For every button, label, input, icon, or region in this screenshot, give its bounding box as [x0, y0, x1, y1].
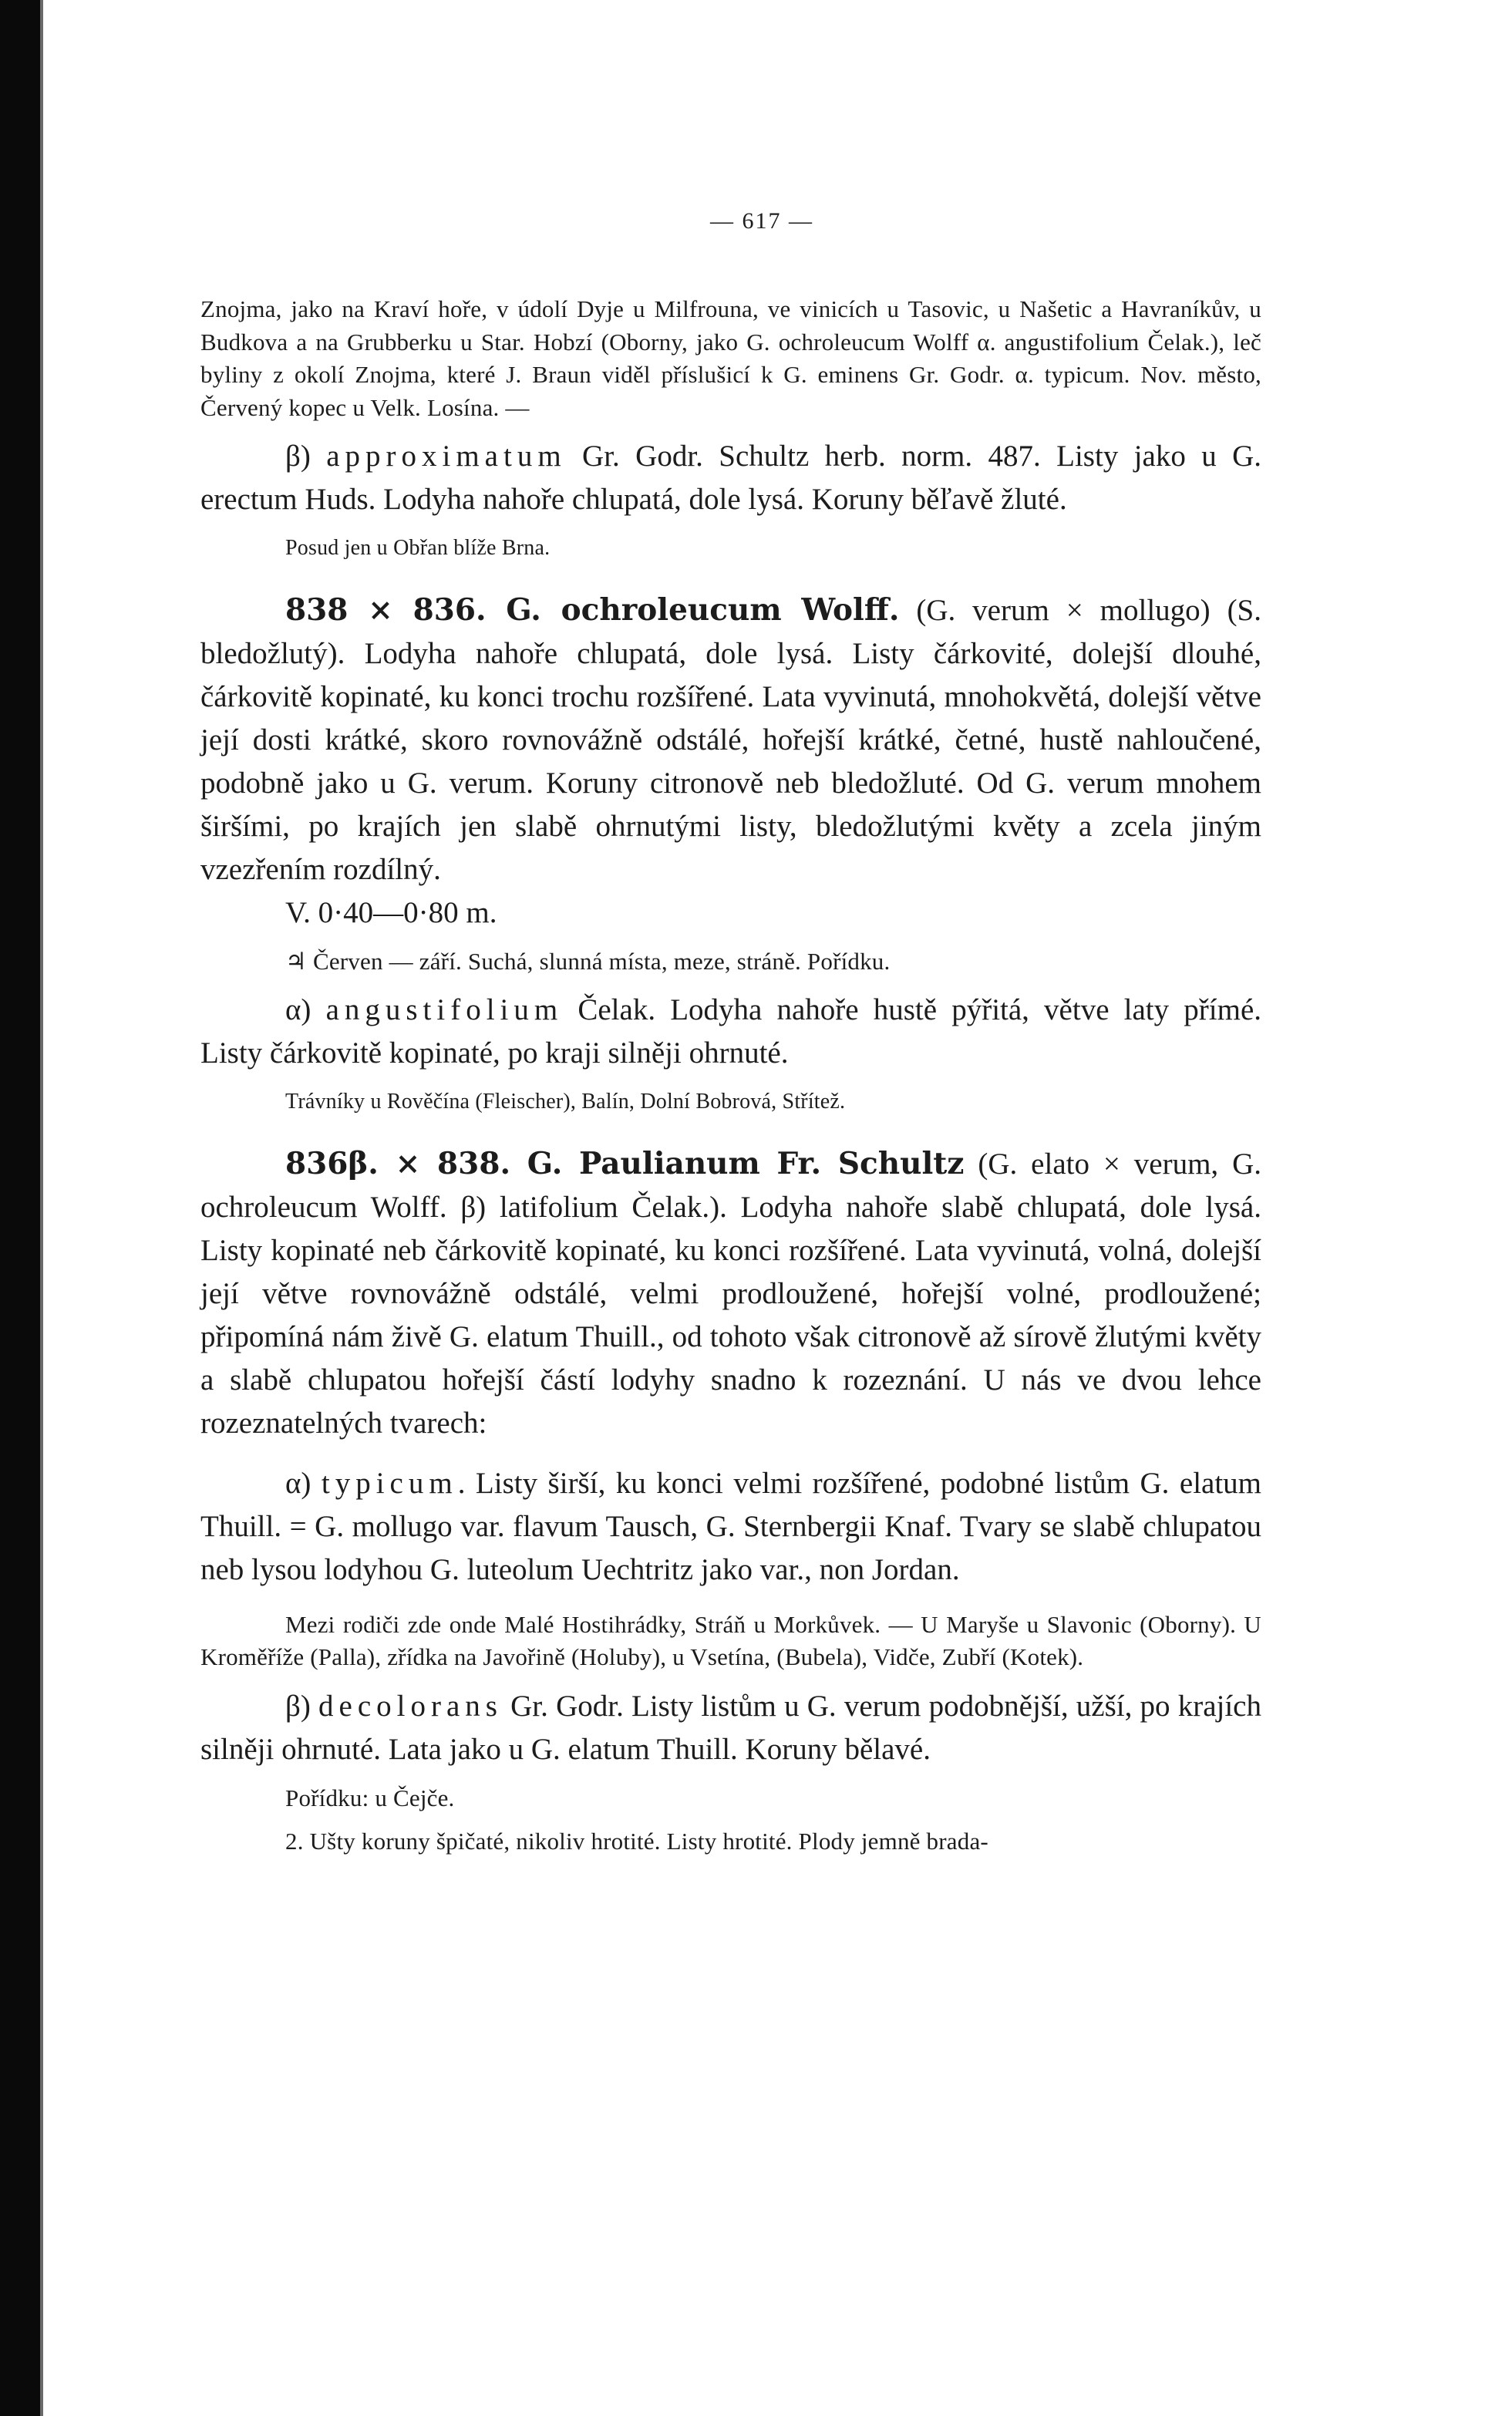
paragraph-locality: Pořídku: u Čejče. — [285, 1784, 455, 1811]
paragraph-angustifolium — [200, 989, 1261, 1075]
variety-label: α) — [285, 1466, 322, 1500]
paragraph-decolorans — [200, 1685, 1261, 1771]
paragraph-localities: Mezi rodiči zde onde Malé Hostihrádky, Stráň u Morkůvek. — U Maryše u Slavonic (Oborny). U Kroměříže (Palla), zřídka na Javořině (Holuby), u Vsetína, (Bubela), Vidče, Zubří (Kotek). — [200, 1610, 1261, 1670]
paragraph-locality: Trávníky u Rověčína (Fleischer), Balín, Dolní Bobrová, Střítež. — [285, 1090, 846, 1114]
variety-label: β) — [285, 440, 327, 473]
variety-name: decolorans — [318, 1689, 503, 1723]
page-edge-line — [40, 0, 43, 2416]
paragraph-species-paulianum — [200, 1142, 1261, 1445]
paragraph-flowering: ♃ Červen — září. Suchá, slunná místa, meze, stráně. Pořídku. — [285, 947, 891, 975]
variety-name: approximatum — [326, 440, 567, 473]
variety-description: Čelak. Lodyha nahoře hustě pýřitá, větve laty přímé. Listy čárkovitě kopinaté, po kraji silněji ohrnuté. — [200, 993, 1261, 1070]
paragraph-species-838 — [200, 588, 1261, 891]
species-heading: 838 × 836. G. ochroleucum Wolff. — [285, 591, 900, 628]
species-description: (G. elato × verum, G. ochroleucum Wolff. β) latifolium Čelak.). Lodyha nahoře slabě chlupatá, dole lysá. Listy kopinaté neb čárkovitě kopinaté, ku konci rozšířené. Lata vyvinutá, volná, dolejší její větve rovnovážně odstálé, velmi prodloužené, hořejší volné, prodloužené; připomíná nám živě G. elatum Thuill., od tohoto však citronově až sírově žlutými květy a slabě chlupatou hořejší částí lodyhy snadno k rozeznání. U nás ve dvou lehce rozeznatelných tvarech: — [200, 1147, 1261, 1440]
page-number: — 617 — — [710, 208, 813, 234]
variety-description: . Listy širší, ku konci velmi rozšířené, podobné listům G. elatum Thuill. = G. mollugo var. flavum Tausch, G. Sternbergii Knaf. Tvary se slabě chlupatou neb lysou lodyhou G. luteolum Uechtritz jako var., non Jordan. — [200, 1466, 1262, 1586]
variety-name: angustifolium — [325, 993, 564, 1026]
species-description: (G. verum × mollugo) (S. bledožlutý). Lodyha nahoře chlupatá, dole lysá. Listy čárkovité, dolejší dlouhé, čárkovitě kopinaté, ku konci trochu rozšířené. Lata vyvinutá, mnohokvětá, dolejší větve její dosti krátké, skoro rovnovážně odstálé, hořejší krátké, četné, hustě nahloučené, podobně jako u G. verum. Koruny citronově neb bledožluté. Od G. verum mnohem širšími, po krajích jen slabě ohrnutými listy, bledožlutými květy a zcela jiným vzezřením rozdílný. — [200, 593, 1261, 886]
paragraph-key-2: 2. Ušty koruny špičaté, nikoliv hrotité. Listy hrotité. Plody jemně brada- — [285, 1828, 988, 1855]
variety-label: β) — [285, 1689, 319, 1723]
paragraph-typicum — [200, 1462, 1261, 1592]
page-edge-shadow — [0, 0, 40, 2416]
variety-name: typicum — [321, 1466, 458, 1500]
variety-description: Gr. Godr. Listy listům u G. verum podobnější, užší, po krajích silněji ohrnuté. Lata jako u G. elatum Thuill. Koruny bělavé. — [200, 1689, 1261, 1766]
paragraph-localities-continued: Znojma, jako na Kraví hoře, v údolí Dyje u Milfrouna, ve vinicích u Tasovic, u Našetic a Havraníkův, u Budkova a na Grubberku u Star. Hobzí (Oborny, jako G. ochroleucum Wolff α. angustifolium Čelak.), leč byliny z okolí Znojma, které J. Braun viděl příslušicí k G. eminens Gr. Godr. α. typicum. Nov. město, Červený kopec u Velk. Losína. — — [200, 295, 1261, 421]
variety-label: α) — [285, 993, 326, 1026]
paragraph-locality: Posud jen u Obřan blíže Brna. — [285, 536, 551, 560]
paragraph-height: V. 0·40—0·80 m. — [285, 895, 497, 929]
document-page — [200, 208, 1261, 1858]
paragraph-approximatum — [200, 435, 1261, 521]
variety-description: Gr. Godr. Schultz herb. norm. 487. Listy jako u G. erectum Huds. Lodyha nahoře chlupatá, dole lysá. Koruny běľavě žluté. — [200, 440, 1261, 516]
species-heading: 836β. × 838. G. Paulianum Fr. Schultz — [285, 1145, 965, 1181]
